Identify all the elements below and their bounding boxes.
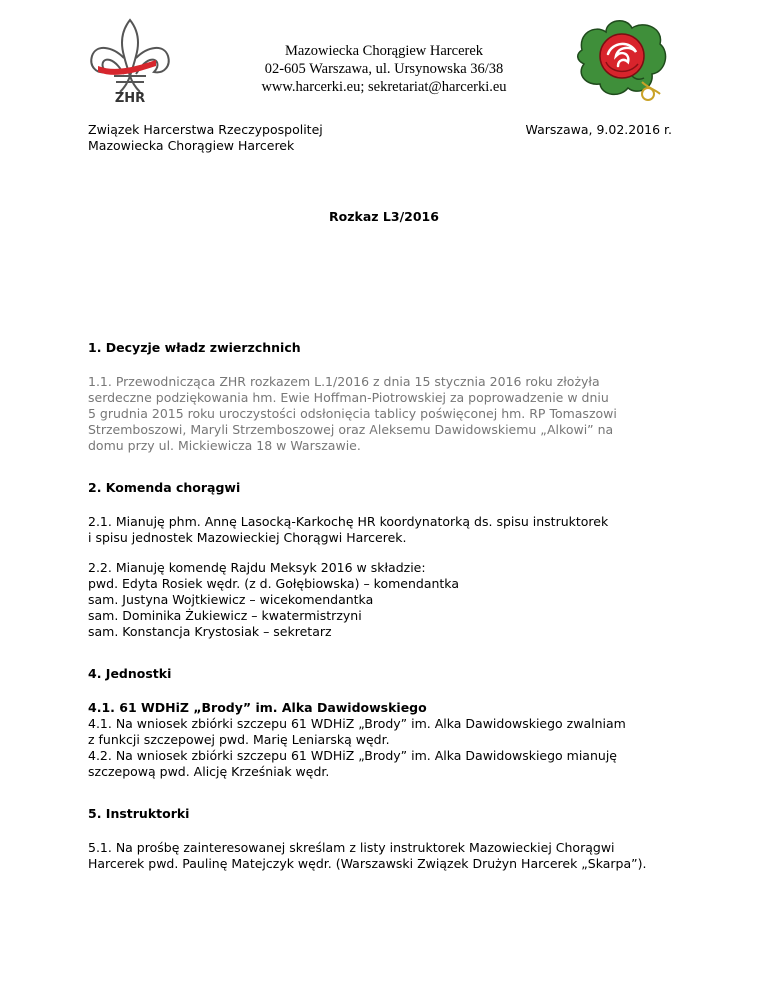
text-line: Strzemboszowi, Maryli Strzemboszowej oraz Aleksemu Dawidowskiemu „Alkowi” na [88,422,614,437]
text-line: sam. Justyna Wojtkiewicz – wicekomendantka [88,592,374,607]
text-line: Harcerek pwd. Paulinę Matejczyk wędr. (Warszawski Związek Drużyn Harcerek „Skarpa”). [88,856,647,871]
zhr-lily-logo-icon [84,16,176,106]
subsection-heading: 4.1. 61 WDHiZ „Brody” im. Alka Dawidowskiego [88,700,427,715]
document-content [88,340,678,898]
text-line: szczepową pwd. Alicję Krześniak wędr. [88,764,330,779]
document-date: Warszawa, 9.02.2016 r. [525,122,672,137]
text-line: z funkcji szczepowej pwd. Marię Leniarską wędr. [88,732,390,747]
section-heading: 4. Jednostki [88,666,172,681]
section-heading: 5. Instruktorki [88,806,190,821]
text-line: 4.1. Na wniosek zbiórki szczepu 61 WDHiZ „Brody” im. Alka Dawidowskiego zwalniam [88,716,626,731]
text-line: 5.1. Na prośbę zainteresowanej skreślam z listy instruktorek Mazowieckiej Chorągwi [88,840,615,855]
text-line: sam. Konstancja Krystosiak – sekretarz [88,624,332,639]
rose-clover-emblem-icon [572,14,674,106]
section-heading: 1. Decyzje władz zwierzchnich [88,340,301,355]
section-5 [88,806,678,872]
paragraph-2-2 [88,560,678,640]
sender-line-1: Związek Harcerstwa Rzeczypospolitej [88,122,323,137]
letterhead-address: 02-605 Warszawa, ul. Ursynowska 36/38 [264,61,504,77]
text-line: 2.1. Mianuję phm. Annę Lasocką-Karkochę HR koordynatorką ds. spisu instruktorek [88,514,609,529]
section-1 [88,340,678,454]
letterhead-contact: www.harcerki.eu; sekretariat@harcerki.eu [261,79,507,95]
text-line: 5 grudnia 2015 roku uroczystości odsłonięcia tablicy poświęconej hm. RP Tomaszowi [88,406,617,421]
text-line: 4.2. Na wniosek zbiórki szczepu 61 WDHiZ „Brody” im. Alka Dawidowskiego mianuję [88,748,617,763]
letterhead-organization: Mazowiecka Chorągiew Harcerek [284,43,484,59]
paragraph-2-1 [88,514,678,546]
text-line: pwd. Edyta Rosiek wędr. (z d. Gołębiowska) – komendantka [88,576,459,591]
text-line: sam. Dominika Żukiewicz – kwatermistrzyni [88,608,362,623]
letterhead [200,42,568,96]
order-title: Rozkaz L3/2016 [329,209,439,224]
sender-block [88,122,323,154]
zhr-logo-text: ZHR [114,91,146,106]
section-4 [88,666,678,780]
section-2 [88,480,678,640]
sender-line-2: Mazowiecka Chorągiew Harcerek [88,138,295,153]
text-line: i spisu jednostek Mazowieckiej Chorągwi Harcerek. [88,530,407,545]
section-heading: 2. Komenda chorągwi [88,480,241,495]
text-line: serdeczne podziękowania hm. Ewie Hoffman-Piotrowskiej za poprowadzenie w dniu [88,390,609,405]
text-line: 1.1. Przewodnicząca ZHR rozkazem L.1/2016 z dnia 15 stycznia 2016 roku złożyła [88,374,600,389]
paragraph-1-1 [88,374,678,454]
text-line: domu przy ul. Mickiewicza 18 w Warszawie. [88,438,361,453]
text-line: 2.2. Mianuję komendę Rajdu Meksyk 2016 w składzie: [88,560,426,575]
